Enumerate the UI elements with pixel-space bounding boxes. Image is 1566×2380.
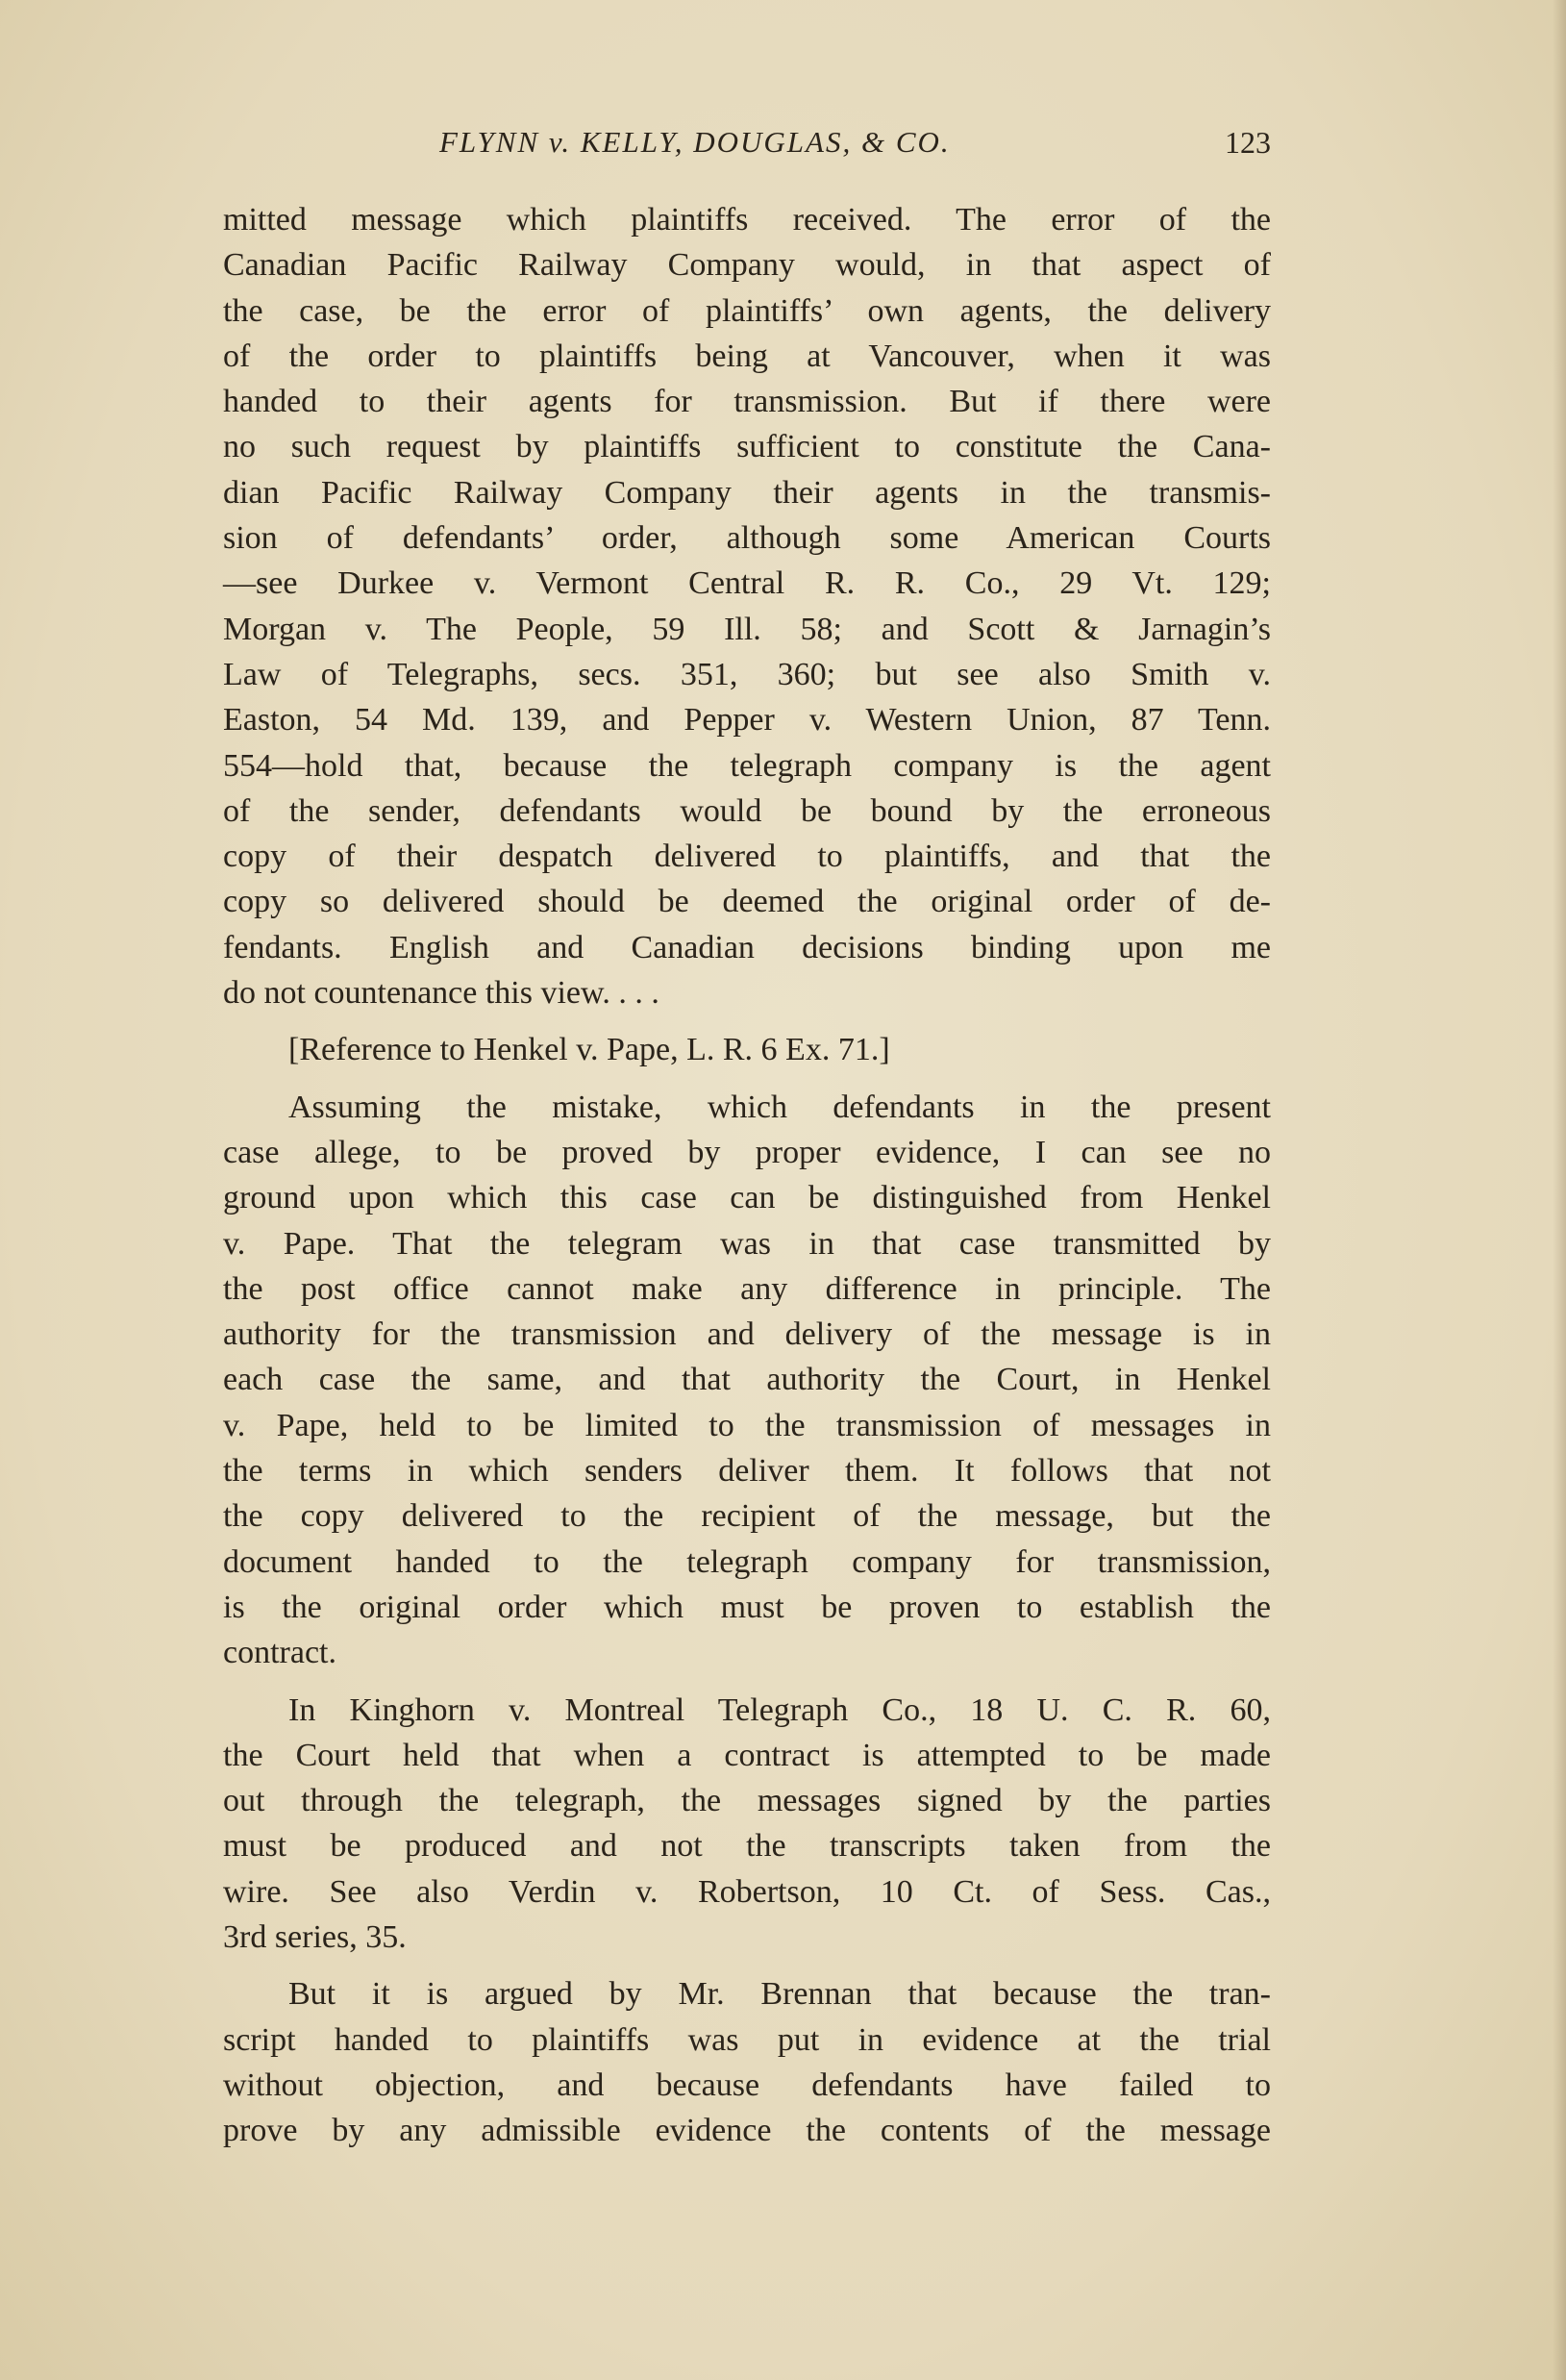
text-line: handed to their agents for transmission. But if there were [223, 384, 1271, 420]
running-head [223, 125, 1271, 173]
text-line: 554—hold that, because the telegraph company is the agent [223, 747, 1271, 784]
text-line: the copy delivered to the recipient of the message, but the [223, 1498, 1271, 1535]
text-line: —see Durkee v. Vermont Central R. R. Co., 29 Vt. 129; [223, 565, 1271, 602]
running-title: FLYNN v. KELLY, DOUGLAS, & CO. [439, 125, 951, 159]
text-line: out through the telegraph, the messages signed by the parties [223, 1783, 1271, 1819]
text-line: copy so delivered should be deemed the original order of de- [223, 884, 1271, 920]
text-line: v. Pape. That the telegram was in that case transmitted by [223, 1225, 1271, 1262]
text-line: of the order to plaintiffs being at Vancouver, when it was [223, 338, 1271, 374]
text-line: script handed to plaintiffs was put in evidence at the trial [223, 2021, 1271, 2058]
text-line: no such request by plaintiffs sufficient to constitute the Cana- [223, 429, 1271, 465]
text-line: Morgan v. The People, 59 Ill. 58; and Scott & Jarnagin’s [223, 611, 1271, 647]
text-line: copy of their despatch delivered to plaintiffs, and that the [223, 839, 1271, 875]
text-line: document handed to the telegraph company for transmission, [223, 1543, 1271, 1580]
text-line: of the sender, defendants would be bound by the erroneous [223, 792, 1271, 829]
text-line: ground upon which this case can be distinguished from Henkel [223, 1180, 1271, 1216]
text-line: prove by any admissible evidence the contents of the message [223, 2113, 1271, 2149]
page-number: 123 [1225, 125, 1271, 160]
paragraph-1 [223, 197, 1271, 1015]
paragraph-gap [223, 1960, 1271, 1971]
paragraph-gap [223, 1676, 1271, 1688]
text-line: the Court held that when a contract is attempted to be made [223, 1737, 1271, 1773]
text-line: Assuming the mistake, which defendants in the present [288, 1089, 1271, 1125]
text-line: But it is argued by Mr. Brennan that because the tran- [288, 1976, 1271, 2013]
text-line: the case, be the error of plaintiffs’ own agents, the delivery [223, 292, 1271, 329]
paragraph-2 [223, 1027, 1271, 1072]
text-line: In Kinghorn v. Montreal Telegraph Co., 18 U. C. R. 60, [288, 1691, 1271, 1728]
text-line: Law of Telegraphs, secs. 351, 360; but see also Smith v. [223, 656, 1271, 692]
text-line: the terms in which senders deliver them. It follows that not [223, 1453, 1271, 1490]
text-line: the post office cannot make any difference in principle. The [223, 1270, 1271, 1307]
text-line: contract. [223, 1635, 336, 1671]
text-line: sion of defendants’ order, although some American Courts [223, 520, 1271, 557]
text-line: v. Pape, held to be limited to the transmission of messages in [223, 1407, 1271, 1443]
paragraph-4 [223, 1688, 1271, 1961]
text-line: Easton, 54 Md. 139, and Pepper v. Western Union, 87 Tenn. [223, 702, 1271, 739]
text-line: wire. See also Verdin v. Robertson, 10 Ct. of Sess. Cas., [223, 1873, 1271, 1910]
text-line: fendants. English and Canadian decisions binding upon me [223, 929, 1271, 965]
text-line: 3rd series, 35. [223, 1918, 407, 1955]
text-line: each case the same, and that authority the Court, in Henkel [223, 1362, 1271, 1398]
text-line: do not countenance this view. . . . [223, 975, 659, 1012]
text-line: dian Pacific Railway Company their agents in the transmis- [223, 474, 1271, 511]
text-line: case allege, to be proved by proper evidence, I can see no [223, 1134, 1271, 1170]
paragraph-3 [223, 1085, 1271, 1676]
paragraph-gap [223, 1073, 1271, 1085]
text-line: [Reference to Henkel v. Pape, L. R. 6 Ex. 71.] [288, 1032, 890, 1068]
body-text [223, 197, 1271, 2153]
text-line: is the original order which must be proven to establish the [223, 1589, 1271, 1625]
text-line: Canadian Pacific Railway Company would, in that aspect of [223, 247, 1271, 284]
text-line: authority for the transmission and delivery of the message is in [223, 1316, 1271, 1353]
page-edge-shadow [1553, 0, 1566, 2380]
text-line: without objection, and because defendants have failed to [223, 2067, 1271, 2103]
paragraph-5 [223, 1971, 1271, 2153]
text-line: must be produced and not the transcripts taken from the [223, 1828, 1271, 1865]
text-line: mitted message which plaintiffs received. The error of the [223, 202, 1271, 238]
paragraph-gap [223, 1015, 1271, 1027]
